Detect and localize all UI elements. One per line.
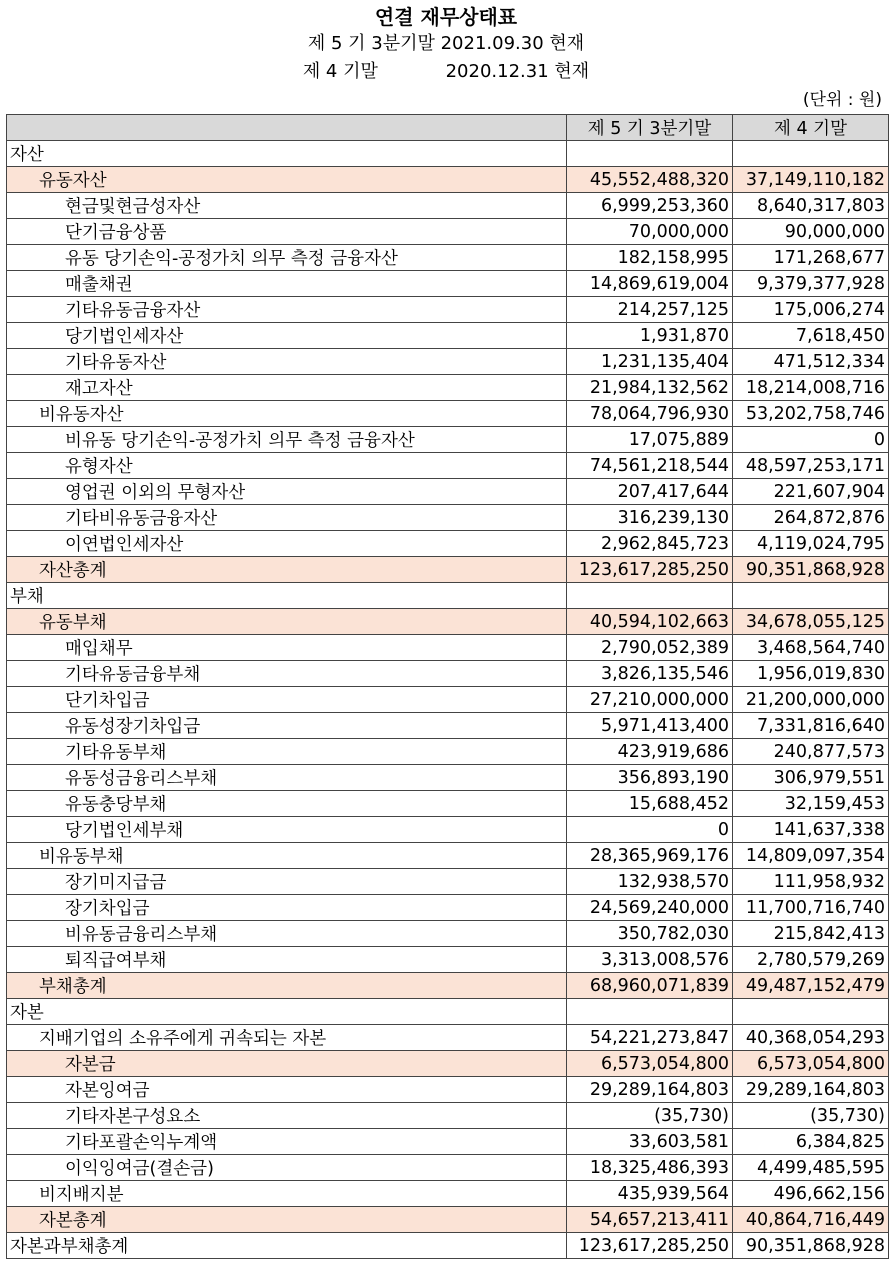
current-value-cell: 18,325,486,393 <box>567 1155 733 1181</box>
current-value-cell: 435,939,564 <box>567 1181 733 1207</box>
prior-value-cell: 141,637,338 <box>733 817 889 843</box>
current-value-cell: 54,657,213,411 <box>567 1207 733 1233</box>
current-value-cell: 6,573,054,800 <box>567 1051 733 1077</box>
table-row <box>7 895 889 921</box>
current-value-cell: 423,919,686 <box>567 739 733 765</box>
account-name-cell: 부채총계 <box>7 973 567 999</box>
current-value-cell: 17,075,889 <box>567 427 733 453</box>
current-value-cell: 70,000,000 <box>567 219 733 245</box>
account-name-cell: 비유동자산 <box>7 401 567 427</box>
statement-title: 연결 재무상태표 <box>374 5 518 29</box>
table-row <box>7 1103 889 1129</box>
prior-value-cell: 9,379,377,928 <box>733 271 889 297</box>
account-name-cell: 유형자산 <box>7 453 567 479</box>
column-header-account <box>7 115 567 141</box>
current-value-cell: 27,210,000,000 <box>567 687 733 713</box>
account-name-cell: 장기미지급금 <box>7 869 567 895</box>
table-row <box>7 245 889 271</box>
account-name-cell: 기타유동금융자산 <box>7 297 567 323</box>
account-name-cell: 비유동부채 <box>7 843 567 869</box>
current-value-cell <box>567 141 733 167</box>
balance-sheet-table <box>6 114 889 1259</box>
account-name-cell: 비유동금융리스부채 <box>7 921 567 947</box>
prior-value-cell: 3,468,564,740 <box>733 635 889 661</box>
account-name-cell: 유동충당부채 <box>7 791 567 817</box>
prior-value-cell: 240,877,573 <box>733 739 889 765</box>
account-name-cell: 당기법인세자산 <box>7 323 567 349</box>
prior-value-cell: 0 <box>733 427 889 453</box>
prior-value-cell: 14,809,097,354 <box>733 843 889 869</box>
unit-label: (단위 : 원) <box>802 90 882 110</box>
current-value-cell: 214,257,125 <box>567 297 733 323</box>
account-name-cell: 기타포괄손익누계액 <box>7 1129 567 1155</box>
table-row <box>7 869 889 895</box>
account-name-cell: 유동성금융리스부채 <box>7 765 567 791</box>
current-value-cell: 0 <box>567 817 733 843</box>
account-name-cell: 기타자본구성요소 <box>7 1103 567 1129</box>
current-value-cell: 182,158,995 <box>567 245 733 271</box>
table-row <box>7 323 889 349</box>
table-row <box>7 349 889 375</box>
current-value-cell: 54,221,273,847 <box>567 1025 733 1051</box>
current-value-cell: 132,938,570 <box>567 869 733 895</box>
account-name-cell: 이연법인세자산 <box>7 531 567 557</box>
table-row <box>7 791 889 817</box>
current-value-cell: 2,962,845,723 <box>567 531 733 557</box>
current-value-cell: (35,730) <box>567 1103 733 1129</box>
current-value-cell: 207,417,644 <box>567 479 733 505</box>
current-value-cell: 1,931,870 <box>567 323 733 349</box>
current-value-cell: 5,971,413,400 <box>567 713 733 739</box>
current-value-cell: 356,893,190 <box>567 765 733 791</box>
prior-value-cell: 1,956,019,830 <box>733 661 889 687</box>
table-row <box>7 999 889 1025</box>
table-row <box>7 713 889 739</box>
account-name-cell: 기타비유동금융자산 <box>7 505 567 531</box>
prior-value-cell: 6,573,054,800 <box>733 1051 889 1077</box>
account-name-cell: 자본과부채총계 <box>7 1233 567 1259</box>
table-row <box>7 817 889 843</box>
account-name-cell: 유동자산 <box>7 167 567 193</box>
current-value-cell: 45,552,488,320 <box>567 167 733 193</box>
table-row <box>7 1129 889 1155</box>
prior-value-cell: 7,331,816,640 <box>733 713 889 739</box>
period-prior-date: 2020.12.31 현재 <box>445 61 590 82</box>
prior-value-cell: 34,678,055,125 <box>733 609 889 635</box>
account-name-cell: 자본 <box>7 999 567 1025</box>
account-name-cell: 유동부채 <box>7 609 567 635</box>
prior-value-cell: 49,487,152,479 <box>733 973 889 999</box>
prior-value-cell <box>733 583 889 609</box>
table-row <box>7 453 889 479</box>
prior-value-cell: 264,872,876 <box>733 505 889 531</box>
account-name-cell: 기타유동금융부채 <box>7 661 567 687</box>
current-value-cell: 15,688,452 <box>567 791 733 817</box>
current-value-cell: 24,569,240,000 <box>567 895 733 921</box>
account-name-cell: 자본잉여금 <box>7 1077 567 1103</box>
account-name-cell: 비지배지분 <box>7 1181 567 1207</box>
prior-value-cell: 215,842,413 <box>733 921 889 947</box>
prior-value-cell: 2,780,579,269 <box>733 947 889 973</box>
column-header-current: 제 5 기 3분기말 <box>567 115 733 141</box>
period-prior <box>0 58 892 86</box>
current-value-cell: 1,231,135,404 <box>567 349 733 375</box>
current-value-cell: 3,313,008,576 <box>567 947 733 973</box>
prior-value-cell: 111,958,932 <box>733 869 889 895</box>
prior-value-cell: 4,499,485,595 <box>733 1155 889 1181</box>
current-value-cell: 6,999,253,360 <box>567 193 733 219</box>
account-name-cell: 당기법인세부채 <box>7 817 567 843</box>
account-name-cell: 지배기업의 소유주에게 귀속되는 자본 <box>7 1025 567 1051</box>
account-name-cell: 매출채권 <box>7 271 567 297</box>
prior-value-cell: 6,384,825 <box>733 1129 889 1155</box>
account-name-cell: 재고자산 <box>7 375 567 401</box>
table-row <box>7 531 889 557</box>
prior-value-cell: 40,864,716,449 <box>733 1207 889 1233</box>
table-row <box>7 375 889 401</box>
table-row <box>7 739 889 765</box>
table-row <box>7 479 889 505</box>
table-row <box>7 1155 889 1181</box>
account-name-cell: 장기차입금 <box>7 895 567 921</box>
prior-value-cell <box>733 999 889 1025</box>
account-name-cell: 단기차입금 <box>7 687 567 713</box>
table-row <box>7 1233 889 1259</box>
prior-value-cell: 221,607,904 <box>733 479 889 505</box>
account-name-cell: 단기금융상품 <box>7 219 567 245</box>
current-value-cell: 29,289,164,803 <box>567 1077 733 1103</box>
table-row <box>7 557 889 583</box>
current-value-cell: 3,826,135,546 <box>567 661 733 687</box>
period-current-date: 2021.09.30 현재 <box>440 33 585 54</box>
account-name-cell: 자본금 <box>7 1051 567 1077</box>
account-name-cell: 자본총계 <box>7 1207 567 1233</box>
current-value-cell <box>567 583 733 609</box>
account-name-cell: 부채 <box>7 583 567 609</box>
table-row <box>7 583 889 609</box>
current-value-cell: 74,561,218,544 <box>567 453 733 479</box>
table-row <box>7 973 889 999</box>
table-row <box>7 297 889 323</box>
current-value-cell: 316,239,130 <box>567 505 733 531</box>
current-value-cell: 40,594,102,663 <box>567 609 733 635</box>
statement-header <box>0 0 892 86</box>
table-row <box>7 661 889 687</box>
table-row <box>7 1181 889 1207</box>
prior-value-cell: 90,000,000 <box>733 219 889 245</box>
prior-value-cell: 40,368,054,293 <box>733 1025 889 1051</box>
prior-value-cell: 171,268,677 <box>733 245 889 271</box>
table-row <box>7 427 889 453</box>
prior-value-cell: 471,512,334 <box>733 349 889 375</box>
prior-value-cell: 18,214,008,716 <box>733 375 889 401</box>
prior-value-cell: 496,662,156 <box>733 1181 889 1207</box>
prior-value-cell: 7,618,450 <box>733 323 889 349</box>
table-row <box>7 921 889 947</box>
prior-value-cell: 306,979,551 <box>733 765 889 791</box>
account-name-cell: 이익잉여금(결손금) <box>7 1155 567 1181</box>
current-value-cell: 123,617,285,250 <box>567 1233 733 1259</box>
prior-value-cell: (35,730) <box>733 1103 889 1129</box>
table-row <box>7 141 889 167</box>
table-row <box>7 765 889 791</box>
table-row <box>7 1207 889 1233</box>
prior-value-cell: 21,200,000,000 <box>733 687 889 713</box>
period-current <box>0 30 892 58</box>
table-row <box>7 635 889 661</box>
current-value-cell: 33,603,581 <box>567 1129 733 1155</box>
table-row <box>7 193 889 219</box>
account-name-cell: 유동 당기손익-공정가치 의무 측정 금융자산 <box>7 245 567 271</box>
account-name-cell: 자산 <box>7 141 567 167</box>
prior-value-cell <box>733 141 889 167</box>
account-name-cell: 기타유동자산 <box>7 349 567 375</box>
table-row <box>7 505 889 531</box>
account-name-cell: 기타유동부채 <box>7 739 567 765</box>
account-name-cell: 유동성장기차입금 <box>7 713 567 739</box>
prior-value-cell: 8,640,317,803 <box>733 193 889 219</box>
table-row <box>7 219 889 245</box>
table-row <box>7 609 889 635</box>
current-value-cell: 78,064,796,930 <box>567 401 733 427</box>
prior-value-cell: 90,351,868,928 <box>733 557 889 583</box>
account-name-cell: 현금및현금성자산 <box>7 193 567 219</box>
prior-value-cell: 175,006,274 <box>733 297 889 323</box>
column-header-prior: 제 4 기말 <box>733 115 889 141</box>
prior-value-cell: 37,149,110,182 <box>733 167 889 193</box>
account-name-cell: 영업권 이외의 무형자산 <box>7 479 567 505</box>
current-value-cell: 2,790,052,389 <box>567 635 733 661</box>
prior-value-cell: 4,119,024,795 <box>733 531 889 557</box>
period-prior-label: 제 4 기말 <box>302 61 378 82</box>
period-current-label: 제 5 기 3분기말 <box>307 33 435 54</box>
current-value-cell: 28,365,969,176 <box>567 843 733 869</box>
table-row <box>7 1077 889 1103</box>
table-row <box>7 1025 889 1051</box>
current-value-cell <box>567 999 733 1025</box>
prior-value-cell: 53,202,758,746 <box>733 401 889 427</box>
prior-value-cell: 29,289,164,803 <box>733 1077 889 1103</box>
current-value-cell: 68,960,071,839 <box>567 973 733 999</box>
current-value-cell: 21,984,132,562 <box>567 375 733 401</box>
prior-value-cell: 32,159,453 <box>733 791 889 817</box>
current-value-cell: 123,617,285,250 <box>567 557 733 583</box>
table-row <box>7 271 889 297</box>
account-name-cell: 퇴직급여부채 <box>7 947 567 973</box>
current-value-cell: 350,782,030 <box>567 921 733 947</box>
account-name-cell: 자산총계 <box>7 557 567 583</box>
prior-value-cell: 90,351,868,928 <box>733 1233 889 1259</box>
prior-value-cell: 11,700,716,740 <box>733 895 889 921</box>
table-row <box>7 1051 889 1077</box>
table-row <box>7 947 889 973</box>
table-row <box>7 687 889 713</box>
table-row <box>7 401 889 427</box>
table-row <box>7 167 889 193</box>
table-header-row <box>7 115 889 141</box>
table-row <box>7 843 889 869</box>
prior-value-cell: 48,597,253,171 <box>733 453 889 479</box>
current-value-cell: 14,869,619,004 <box>567 271 733 297</box>
account-name-cell: 매입채무 <box>7 635 567 661</box>
table-body <box>7 141 889 1259</box>
account-name-cell: 비유동 당기손익-공정가치 의무 측정 금융자산 <box>7 427 567 453</box>
